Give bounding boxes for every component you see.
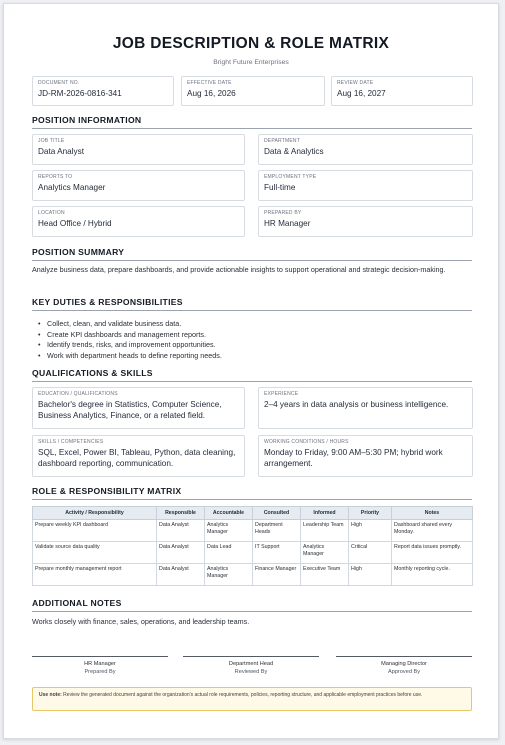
field-value: HR Manager — [264, 219, 311, 228]
field-label: PREPARED BY — [264, 210, 302, 216]
field-value: Head Office / Hybrid — [38, 219, 112, 228]
field-value: JD-RM-2026-0816-341 — [38, 89, 122, 98]
field-job-title — [32, 134, 245, 165]
field-value: Full-time — [264, 183, 296, 192]
table-row — [33, 542, 473, 564]
table-cell: Data Lead — [205, 542, 253, 564]
table-cell: Dashboard shared every Monday. — [392, 520, 473, 542]
field-value: 2–4 years in data analysis or business intelligence. — [264, 400, 449, 409]
table-cell: Report data issues promptly. — [392, 542, 473, 564]
use-note-label: Use note: — [39, 692, 62, 698]
signer-role: Approved By — [387, 668, 421, 675]
section-divider — [32, 611, 472, 612]
table-cell: Prepare weekly KPI dashboard — [33, 520, 157, 542]
list-item: • Identify trends, risks, and improvement opportunities. — [38, 340, 222, 351]
section-divider — [32, 499, 472, 500]
role-matrix-table — [32, 506, 473, 586]
field-label: REPORTS TO — [38, 174, 73, 180]
signer-name: HR Manager — [84, 661, 116, 667]
column-header: Responsible — [157, 507, 205, 520]
field-label: EFFECTIVE DATE — [187, 80, 232, 86]
document-page — [3, 3, 499, 739]
section-heading-summary: POSITION SUMMARY — [32, 247, 125, 257]
field-location — [32, 206, 245, 237]
field-value: Aug 16, 2027 — [337, 89, 386, 98]
field-value: Aug 16, 2026 — [187, 89, 236, 98]
additional-notes-text: Works closely with finance, sales, operations, and leadership teams. — [32, 617, 250, 626]
signer-role: Prepared By — [84, 668, 116, 675]
section-divider — [32, 310, 472, 311]
signature-approved — [336, 656, 472, 676]
list-item: • Collect, clean, and validate business data. — [38, 319, 222, 330]
meta-review-date — [331, 76, 473, 106]
section-heading-qualifications: QUALIFICATIONS & SKILLS — [32, 368, 153, 378]
section-divider — [32, 381, 472, 382]
column-header: Accountable — [205, 507, 253, 520]
list-item: • Create KPI dashboards and management reports. — [38, 330, 222, 341]
field-label: DEPARTMENT — [264, 138, 300, 144]
signature-prepared — [32, 656, 168, 676]
duties-list — [38, 319, 222, 361]
signature-reviewed — [183, 656, 319, 676]
field-prepared-by — [258, 206, 473, 237]
signature-line — [336, 656, 472, 657]
field-label: WORKING CONDITIONS / HOURS — [264, 439, 349, 445]
table-cell: Data Analyst — [157, 542, 205, 564]
table-cell: Leadership Team — [301, 520, 349, 542]
section-heading-matrix: ROLE & RESPONSIBILITY MATRIX — [32, 486, 182, 496]
column-header: Consulted — [253, 507, 301, 520]
signer-name: Managing Director — [381, 661, 427, 667]
table-cell: Analytics Manager — [205, 520, 253, 542]
summary-text: Analyze business data, prepare dashboards, and provide actionable insights to support operational and strategic decision-making. — [32, 265, 446, 274]
field-department — [258, 134, 473, 165]
field-skills — [32, 435, 245, 477]
field-label: SKILLS / COMPETENCIES — [38, 439, 104, 445]
table-row — [33, 520, 473, 542]
field-value: Bachelor's degree in Statistics, Computer Science, Business Analytics, Finance, or a related field. — [38, 400, 222, 420]
column-header: Activity / Responsibility — [33, 507, 157, 520]
field-reports-to — [32, 170, 245, 201]
field-label: EDUCATION / QUALIFICATIONS — [38, 391, 118, 397]
table-cell: Analytics Manager — [301, 542, 349, 564]
section-heading-duties: KEY DUTIES & RESPONSIBILITIES — [32, 297, 183, 307]
table-cell: Validate source data quality — [33, 542, 157, 564]
table-cell: Data Analyst — [157, 564, 205, 586]
field-label: LOCATION — [38, 210, 65, 216]
table-cell: Executive Team — [301, 564, 349, 586]
signer-role: Reviewed By — [234, 668, 268, 675]
section-divider — [32, 128, 472, 129]
table-cell: Critical — [349, 542, 392, 564]
use-note-box — [32, 687, 472, 711]
field-label: JOB TITLE — [38, 138, 65, 144]
field-label: EXPERIENCE — [264, 391, 299, 397]
column-header: Informed — [301, 507, 349, 520]
column-header: Priority — [349, 507, 392, 520]
field-value: SQL, Excel, Power BI, Tableau, Python, data cleaning, dashboard reporting, communication. — [38, 448, 236, 468]
field-label: DOCUMENT NO. — [38, 80, 80, 86]
meta-effective-date — [181, 76, 325, 106]
field-label: EMPLOYMENT TYPE — [264, 174, 317, 180]
table-cell: Finance Manager — [253, 564, 301, 586]
field-value: Monday to Friday, 9:00 AM–5:30 PM; hybrid work arrangement. — [264, 448, 443, 468]
table-cell: Prepare monthly management report — [33, 564, 157, 586]
field-value: Data Analyst — [38, 147, 84, 156]
table-cell: IT Support — [253, 542, 301, 564]
signer-name: Department Head — [228, 661, 274, 667]
field-value: Data & Analytics — [264, 147, 324, 156]
section-heading-notes: ADDITIONAL NOTES — [32, 598, 122, 608]
table-cell: Department Heads — [253, 520, 301, 542]
list-item: • Work with department heads to define reporting needs. — [38, 351, 222, 362]
field-working-conditions — [258, 435, 473, 477]
table-row — [33, 564, 473, 586]
column-header: Notes — [392, 507, 473, 520]
use-note-text: Review the generated document against the organization's actual role requirements, policies, reporting structure, and applicable employment practices before use. — [63, 692, 423, 698]
meta-document-no — [32, 76, 174, 106]
table-cell: Data Analyst — [157, 520, 205, 542]
field-employment-type — [258, 170, 473, 201]
table-header-row — [33, 507, 473, 520]
document-title: JOB DESCRIPTION & ROLE MATRIX — [112, 35, 390, 52]
field-experience — [258, 387, 473, 429]
table-cell: Monthly reporting cycle. — [392, 564, 473, 586]
company-name: Bright Future Enterprises — [213, 59, 289, 66]
table-cell: High — [349, 564, 392, 586]
table-cell: High — [349, 520, 392, 542]
signature-line — [32, 656, 168, 657]
field-education — [32, 387, 245, 429]
field-value: Analytics Manager — [38, 183, 106, 192]
section-heading-position-info: POSITION INFORMATION — [32, 115, 142, 125]
table-cell: Analytics Manager — [205, 564, 253, 586]
field-label: REVIEW DATE — [337, 80, 374, 86]
signature-line — [183, 656, 319, 657]
section-divider — [32, 260, 472, 261]
